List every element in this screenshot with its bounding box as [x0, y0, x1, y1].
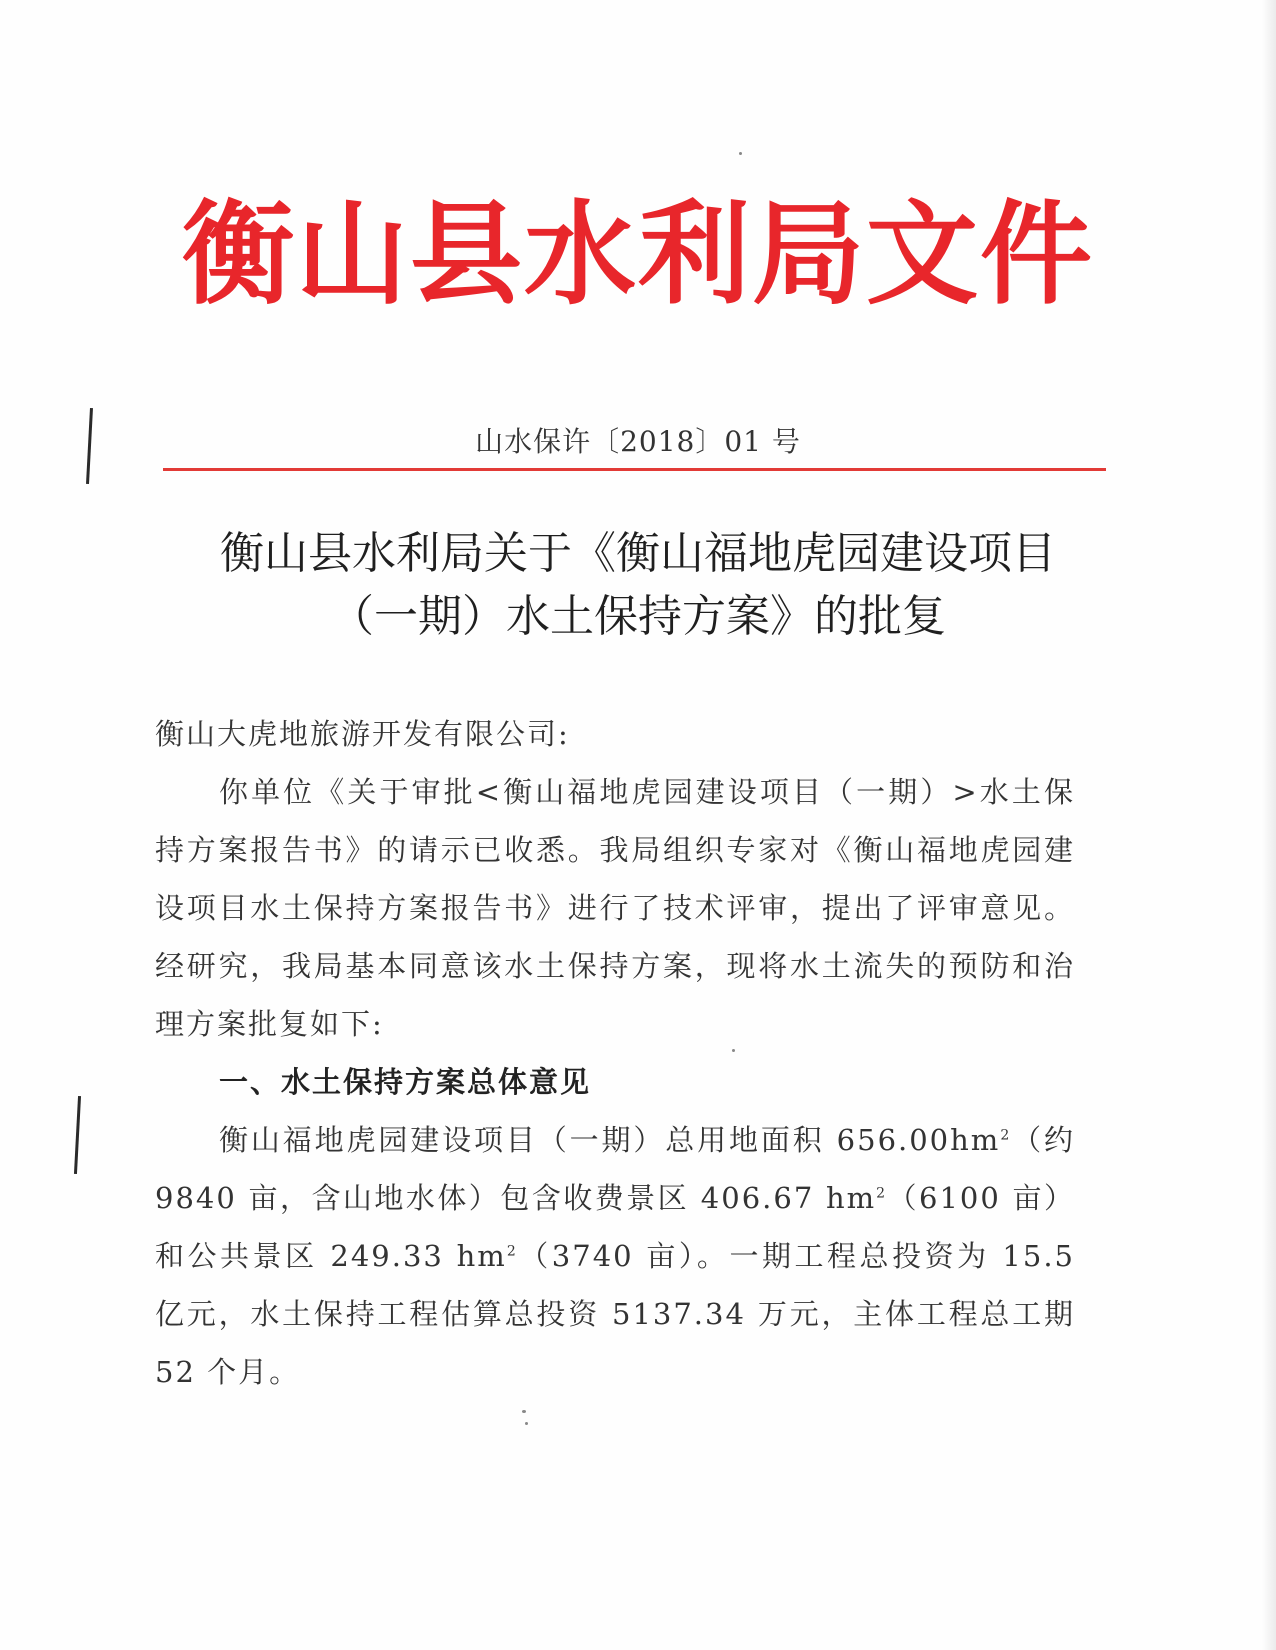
section-1-text-c: （6100 亩）和公共景区 249.33 hm	[155, 1181, 1075, 1273]
paragraph-section-1	[155, 1111, 1075, 1401]
paragraph-intro: 你单位《关于审批<衡山福地虎园建设项目（一期）>水土保持方案报告书》的请示已收悉。我局组织专家对《衡山福地虎园建设项目水土保持方案报告书》进行了技术评审，提出了评审意见。经研究，我局基本同意该水土保持方案，现将水土流失的预防和治理方案批复如下:	[155, 775, 1075, 1041]
binding-mark-bottom	[74, 1096, 81, 1174]
superscript-c: 2	[506, 1243, 518, 1260]
document-title	[120, 522, 1156, 648]
superscript-b: 2	[876, 1185, 888, 1202]
section-heading-1: 一、水土保持方案总体意见	[219, 1065, 592, 1099]
document-body	[155, 705, 1075, 1401]
document-number: 山水保许〔2018〕01 号	[475, 425, 801, 458]
red-separator-line	[163, 468, 1106, 471]
section-1-text-b: （约 9840 亩，含山地水体）包含收费景区 406.67 hm	[155, 1123, 1075, 1215]
scan-speck	[522, 1410, 526, 1413]
issuing-authority-header: 衡山县水利局文件	[182, 190, 1094, 320]
section-1-text-d: （3740 亩）。一期工程总投资为 15.5 亿元，水土保持工程估算总投资 5137.34 万元，主体工程总工期 52 个月。	[155, 1239, 1076, 1389]
document-title-line-2: （一期）水土保持方案》的批复	[330, 591, 946, 642]
addressee: 衡山大虎地旅游开发有限公司:	[155, 717, 570, 751]
section-1-text-a: 衡山福地虎园建设项目（一期）总用地面积 656.00hm	[219, 1123, 1001, 1157]
scan-speck	[732, 1049, 735, 1052]
scan-speck	[739, 152, 742, 155]
scan-speck	[525, 1422, 528, 1425]
document-title-line-1: 衡山县水利局关于《衡山福地虎园建设项目	[220, 528, 1056, 579]
superscript-a: 2	[1000, 1127, 1012, 1144]
